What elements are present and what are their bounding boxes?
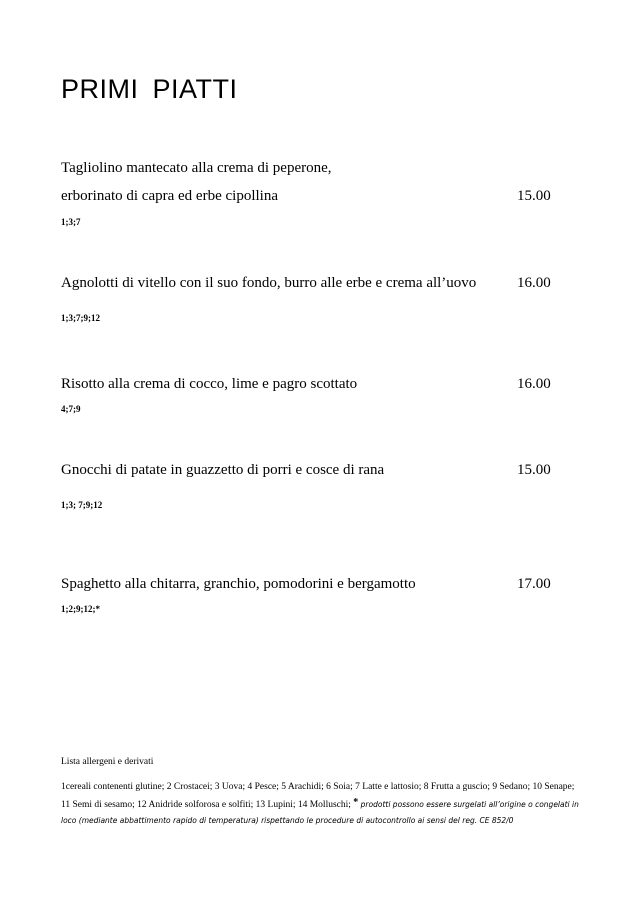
- dish-allergens: 1;3;7: [61, 217, 81, 227]
- dish-name-line: Gnocchi di patate in guazzetto di porri e cosce di rana: [61, 462, 385, 478]
- dish-name-line: Spaghetto alla chitarra, granchio, pomodorini e bergamotto: [61, 576, 416, 592]
- dish-name-line: Agnolotti di vitello con il suo fondo, burro alle erbe e crema all’uovo: [61, 275, 477, 291]
- dish-price: 15.00: [517, 462, 551, 478]
- dish-allergens: 1;2;9;12;*: [61, 604, 100, 614]
- dish-name-line: erborinato di capra ed erbe cipollina: [61, 188, 278, 204]
- page-title: PRIMI PIATTI: [61, 74, 238, 104]
- allergen-list: 1cereali contenenti glutine; 2 Crostacei; 3 Uova; 4 Pesce; 5 Arachidi; 6 Soia; 7 Latte e lattosio; 8 Frutta a guscio; 9 Sedano; 10 Senape; 11 Semi di sesamo; 12 Anidride solforosa e solfiti; 13 Lupini; 14 Molluschi;: [61, 782, 575, 810]
- dish-price: 16.00: [517, 376, 551, 392]
- frozen-products-note: prodotti possono essere surgelati all’origine o congelati in loco (mediante abbattimento rapido di temperatura) rispettando le procedure di autocontrollo ai sensi del reg. CE 852/0: [61, 800, 579, 825]
- dish-allergens: 1;3;7;9;12: [61, 313, 100, 323]
- frozen-marker: *: [353, 797, 359, 808]
- dish-allergens: 1;3; 7;9;12: [61, 500, 103, 510]
- dish-allergens: 4;7;9: [61, 404, 81, 414]
- dish-price: 17.00: [517, 576, 551, 592]
- dish-name-line: Tagliolino mantecato alla crema di peperone,: [61, 160, 332, 176]
- dish-price: 15.00: [517, 188, 551, 204]
- allergen-legend: [61, 780, 581, 829]
- dish-name-line: Risotto alla crema di cocco, lime e pagro scottato: [61, 376, 358, 392]
- dish-price: 16.00: [517, 275, 551, 291]
- allergen-legend-title: Lista allergeni e derivati: [61, 757, 154, 767]
